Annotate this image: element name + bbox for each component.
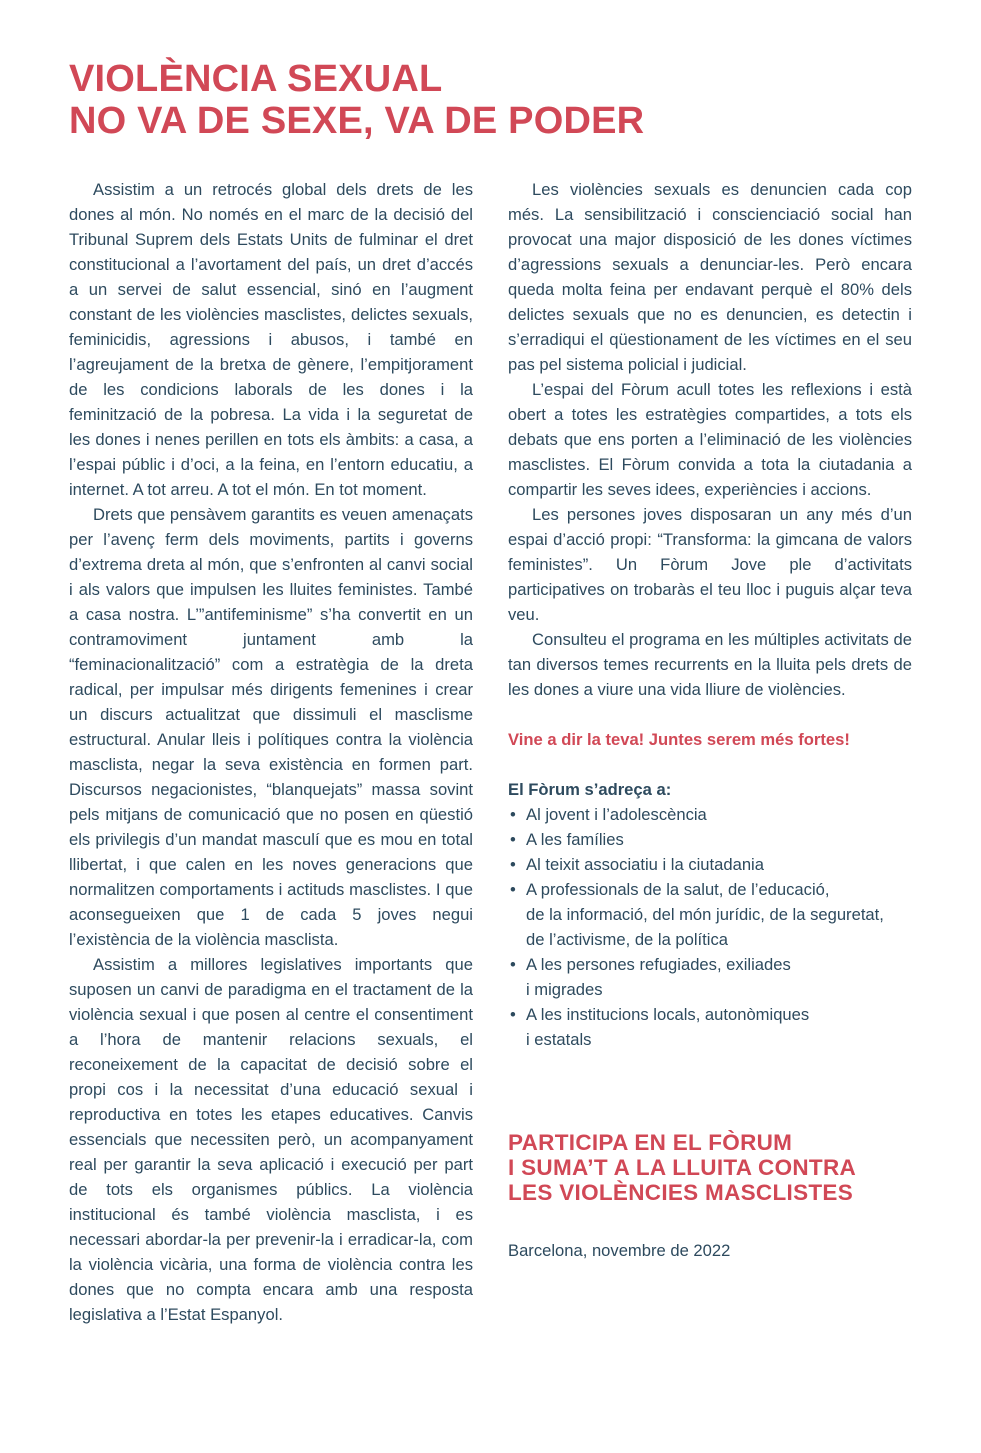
paragraph: Assistim a un retrocés global dels drets de les dones al món. No només en el marc de la decisió del Tribunal Suprem dels Estats Units de fulminar el dret constitucional a l’avortament del país, un dret d’accés a un servei de salut essencial, sinó en l’augment constant de les violències masclistes, delictes sexuals, feminicidis, agressions i abusos, i també en l’agreujament de la bretxa de gènere, l’empitjorament de les condicions laborals de les dones i la feminització de la pobresa. La vida i la seguretat de les dones i nenes perillen en tots els àmbits: a casa, a l’espai públic i d’oci, a la feina, en l’entorn educatiu, a internet. A tot arreu. A tot el món. En tot moment. [69,180,473,499]
left-column [69,177,473,1327]
bullet-icon: • [510,1005,516,1024]
list-item-line: i estatals [526,1030,592,1049]
participa-line-1: PARTICIPA EN EL FÒRUM [508,1130,793,1155]
list-item-line: A professionals de la salut, de l’educació, [526,880,830,899]
paragraph: Assistim a millores legislatives importants que suposen un canvi de paradigma en el tractament de la violència sexual i que posen al centre el consentiment a l’hora de mantenir relacions sexuals, el reconeixement de la capacitat de decisió sobre el propi cos i la necessitat d’una educació sexual i reproductiva en totes les etapes educatives. Canvis essencials que necessiten però, un acompanyament real per garantir la seva aplicació i execució per part de tots els organismes públics. La violència institucional és també violència masclista, i es necessari abordar-la per prevenir-la i erradicar-la, com la violència vicària, una forma de violència contra les dones que no compta encara amb una resposta legislativa a l’Estat Espanyol. [69,955,473,1324]
list-item [508,852,912,877]
list-item-line: i migrades [526,980,603,999]
participa-heading [508,1130,912,1205]
audience-heading: El Fòrum s’adreça a: [508,780,672,799]
bullet-icon: • [510,880,516,899]
audience-list [508,802,912,1052]
paragraph: Les violències sexuals es denuncien cada cop més. La sensibilització i conscienciació social han provocat una major disposició de les dones víctimes d’agressions sexuals a denunciar-les. Però encara queda molta feina per endavant perquè el 80% dels delictes sexuals que no es denuncien, es detectin i s’erradiqui el qüestionament de les víctimes en el seu pas pel sistema policial i judicial. [508,180,912,374]
bullet-icon: • [510,955,516,974]
participa-line-3: LES VIOLÈNCIES MASCLISTES [508,1180,854,1205]
list-item [508,877,912,952]
paragraph: L’espai del Fòrum acull totes les reflexions i està obert a totes les estratègies compartides, a tots els debats que ens porten a l’eliminació de les violències masclistes. El Fòrum convida a tota la ciutadania a compartir les seves idees, experiències i accions. [508,380,912,499]
list-item-line: de l’activisme, de la política [526,930,728,949]
bullet-icon: • [510,830,516,849]
bullet-icon: • [510,805,516,824]
list-item-line: A les persones refugiades, exiliades [526,955,791,974]
paragraph: Consulteu el programa en les múltiples activitats de tan diversos temes recurrents en la lluita pels drets de les dones a viure una vida lliure de violències. [508,630,912,699]
right-column [508,177,912,1263]
list-item-line: Al jovent i l’adolescència [526,805,707,824]
title-line-1: VIOLÈNCIA SEXUAL [69,58,443,100]
participa-line-2: I SUMA’T A LA LLUITA CONTRA [508,1155,857,1180]
place-date: Barcelona, novembre de 2022 [508,1241,731,1260]
page-title [69,58,644,142]
list-item [508,952,912,1002]
list-item-line: de la informació, del món jurídic, de la seguretat, [526,905,884,924]
list-item [508,827,912,852]
paragraph: Drets que pensàvem garantits es veuen amenaçats per l’avenç ferm dels moviments, partits i governs d’extrema dreta al món, que s’enfronten al canvi social i als valors que impulsen les lluites feministes. També a casa nostra. L’”antifeminisme” s’ha convertit en un contramoviment juntament amb la “feminacionalització” com a estratègia de la dreta radical, per impulsar més dirigents femenines i crear un discurs actualitzat que dissimuli el masclisme estructural. Anular lleis i polítiques contra la violència masclista, negar la seva existència en formen part. Discursos negacionistes, “blanquejats” massa sovint pels mitjans de comunicació que no posen en qüestió els privilegis d’un mandat masculí que es mou en total llibertat, i que calen en les noves generacions que normalitzen comportaments i actituds masclistes. I que aconsegueixen que 1 de cada 5 joves negui l’existència de la violència masclista. [69,505,473,949]
list-item [508,1002,912,1052]
list-item-line: A les famílies [526,830,624,849]
title-line-2: NO VA DE SEXE, VA DE PODER [69,100,645,142]
list-item [508,802,912,827]
bullet-icon: • [510,855,516,874]
paragraph: Les persones joves disposaran un any més d’un espai d’acció propi: “Transforma: la gimcana de valors feministes”. Un Fòrum Jove ple d’activitats participatives on trobaràs el teu lloc i puguis alçar teva veu. [508,505,912,624]
list-item-line: Al teixit associatiu i la ciutadania [526,855,764,874]
callout-slogan: Vine a dir la teva! Juntes serem més fortes! [508,730,850,749]
list-item-line: A les institucions locals, autonòmiques [526,1005,810,1024]
